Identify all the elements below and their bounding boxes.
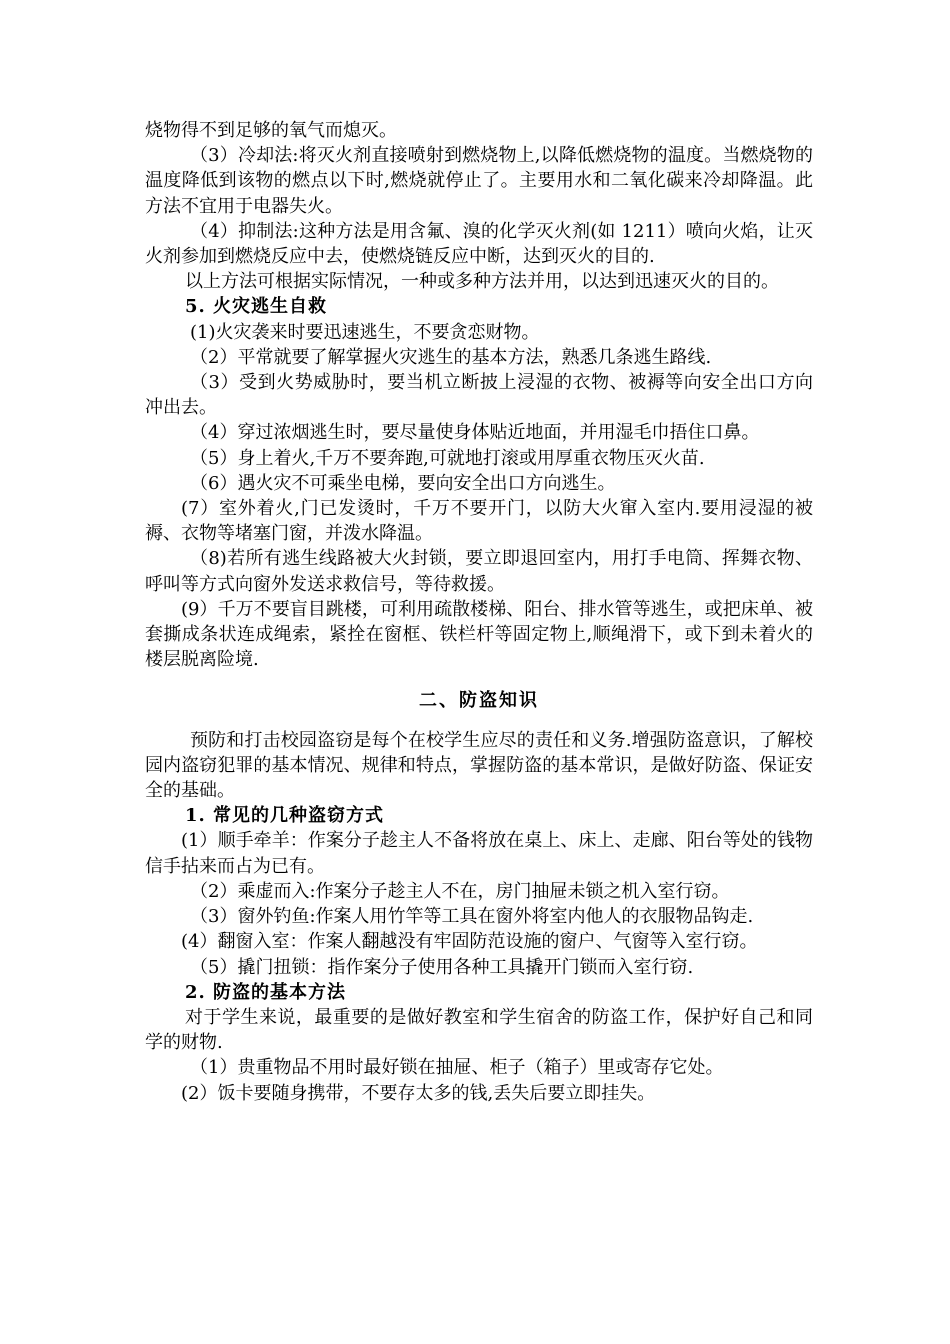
list-item-escape-6: （6）遇火灾不可乘坐电梯，要向安全出口方向逃生。 [190, 472, 616, 494]
document-page [145, 118, 813, 1106]
paragraph-continuation: 烧物得不到足够的氧气而熄灭。 [145, 120, 397, 141]
list-item-escape-2: （2）平常就要了解掌握火灾逃生的基本方法，熟悉几条逃生路线. [190, 346, 712, 368]
subheading-theft-prevention-methods: 2. 防盗的基本方法 [185, 981, 347, 1003]
list-item-escape-5: （5）身上着火,千万不要奔跑,可就地打滚或用厚重衣物压灭火苗. [190, 447, 705, 469]
list-item-escape-9: (9）千万不要盲目跳楼，可利用疏散楼梯、阳台、排水管等逃生，或把床单、被套撕成条状连成绳索，紧拴在窗框、铁栏杆等固定物上,顺绳滑下，或下到未着火的楼层脱离险境. [145, 598, 813, 671]
section-heading-theft-prevention: 二、防盗知识 [419, 690, 539, 712]
list-item-theft-4: (4）翻窗入室：作案人翻越没有牢固防范设施的窗户、气窗等入室行窃。 [181, 931, 758, 953]
list-item-prevention-1: （1）贵重物品不用时最好锁在抽屉、柜子（箱子）里或寄存它处。 [190, 1057, 724, 1079]
list-item-theft-2: （2）乘虚而入:作案分子趁主人不在，房门抽屉未锁之机入室行窃。 [190, 880, 730, 902]
list-item-escape-7: (7）室外着火,门已发烫时，千万不要开门，以防大火窜入室内.要用浸湿的被褥、衣物等堵塞门窗，并泼水降温。 [145, 498, 813, 545]
paragraph-methods-summary: 以上方法可根据实际情况，一种或多种方法并用，以达到迅速灭火的目的。 [185, 271, 779, 293]
list-item-escape-3: （3）受到火势威胁时，要当机立断披上浸湿的衣物、被褥等向安全出口方向冲出去。 [145, 372, 813, 419]
paragraph-cooling-method: （3）冷却法:将灭火剂直接喷射到燃烧物上,以降低燃烧物的温度。当燃烧物的温度降低到该物的燃点以下时,燃烧就停止了。主要用水和二氧化碳来冷却降温。此方法不宜用于电器失火。 [145, 145, 813, 217]
list-item-escape-1: (1)火灾袭来时要迅速逃生，不要贪恋财物。 [190, 321, 540, 343]
paragraph-suppression-method: （4）抑制法:这种方法是用含氟、溴的化学灭火剂(如 1211）喷向火焰，让灭火剂参加到燃烧反应中去，使燃烧链反应中断，达到灭火的目的. [145, 220, 813, 268]
subheading-fire-escape: 5. 火灾逃生自救 [185, 296, 328, 318]
list-item-escape-4: （4）穿过浓烟逃生时，要尽量使身体贴近地面，并用湿毛巾捂住口鼻。 [190, 422, 760, 444]
subheading-theft-methods: 1. 常见的几种盗窃方式 [185, 805, 385, 827]
list-item-theft-1: (1）顺手牵羊：作案分子趁主人不备将放在桌上、床上、走廊、阳台等处的钱物信手拈来而占为已有。 [145, 830, 813, 877]
paragraph-theft-intro: 预防和打击校园盗窃是每个在校学生应尽的责任和义务.增强防盗意识，了解校园内盗窃犯罪的基本情况、规律和特点，掌握防盗的基本常识，是做好防盗、保证安全的基础。 [145, 729, 813, 802]
list-item-prevention-2: (2）饭卡要随身携带，不要存太多的钱,丢失后要立即挂失。 [181, 1082, 656, 1104]
list-item-theft-3: （3）窗外钓鱼:作案人用竹竿等工具在窗外将室内他人的衣服物品钩走. [190, 906, 754, 928]
list-item-escape-8: （8)若所有逃生线路被大火封锁，要立即退回室内，用打手电筒、挥舞衣物、呼叫等方式向窗外发送求救信号，等待救援。 [145, 548, 813, 595]
list-item-theft-5: （5）撬门扭锁：指作案分子使用各种工具撬开门锁而入室行窃. [190, 956, 694, 978]
paragraph-prevention-intro: 对于学生来说，最重要的是做好教室和学生宿舍的防盗工作，保护好自己和同学的财物. [145, 1006, 813, 1054]
